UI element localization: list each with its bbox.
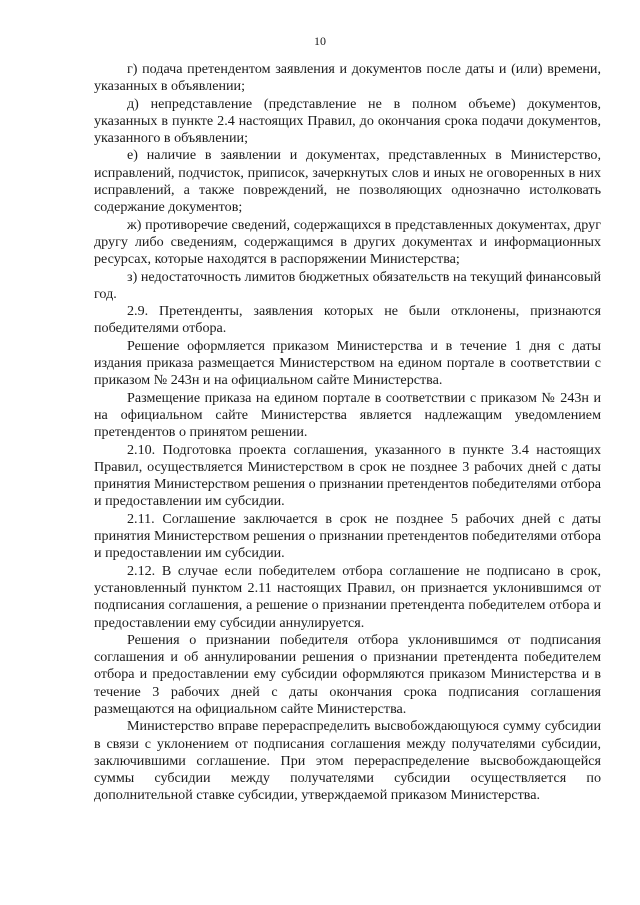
document-body bbox=[94, 61, 601, 805]
paragraph-item-zh: ж) противоречие сведений, содержащихся в представленных документах, друг другу либо сведениям, содержащимся в других документах и информационных ресурсах, которые находятся в распоряжении Министерства; bbox=[94, 216, 601, 268]
paragraph-item-e: е) наличие в заявлении и документах, представленных в Министерство, исправлений, подчисток, приписок, зачеркнутых слов и иных не оговоренных в них исправлений, а также повреждений, не позволяющих однозначно истолковать содержание документов; bbox=[94, 147, 601, 216]
paragraph-item-z: з) недостаточность лимитов бюджетных обязательств на текущий финансовый год. bbox=[94, 268, 601, 302]
paragraph-2-10: 2.10. Подготовка проекта соглашения, указанного в пункте 3.4 настоящих Правил, осуществляется Министерством в срок не позднее 3 рабочих дней с даты принятия Министерством решения о признании претендентов победителями отбора и предоставлении им субсидии. bbox=[94, 441, 601, 510]
paragraph-2-12: 2.12. В случае если победителем отбора соглашение не подписано в срок, установленный пунктом 2.11 настоящих Правил, он признается уклонившимся от подписания соглашения, а решение о признании претендента победителем отбора и предоставлении ему субсидии аннулируется. bbox=[94, 562, 601, 631]
paragraph-publication: Размещение приказа на едином портале в соответствии с приказом № 243н и на официальном сайте Министерства является надлежащим уведомлением претендентов о принятом решении. bbox=[94, 389, 601, 441]
paragraph-annulment: Решения о признании победителя отбора уклонившимся от подписания соглашения и об аннулировании решения о признании претендента победителем отбора и предоставлении ему субсидии оформляются приказом Министерства и в течение 3 рабочих дней с даты окончания срока подписания соглашения размещаются на официальном сайте Министерства. bbox=[94, 631, 601, 717]
paragraph-2-11: 2.11. Соглашение заключается в срок не позднее 5 рабочих дней с даты принятия Министерством решения о признании претендентов победителями отбора и предоставлении им субсидии. bbox=[94, 510, 601, 562]
paragraph-2-9: 2.9. Претенденты, заявления которых не были отклонены, признаются победителями отбора. bbox=[94, 303, 601, 337]
paragraph-redistribution: Министерство вправе перераспределить высвобождающуюся сумму субсидии в связи с уклонением от подписания соглашения между получателями субсидии, заключившими соглашение. При этом перераспределение высвобождающейся суммы субсидии между получателями субсидии осуществляется по дополнительной ставке субсидии, утверждаемой приказом Министерства. bbox=[94, 718, 601, 804]
paragraph-item-g: г) подача претендентом заявления и документов после даты и (или) времени, указанных в объявлении; bbox=[94, 61, 601, 95]
page-number: 10 bbox=[314, 34, 326, 48]
paragraph-item-d: д) непредставление (представление не в полном объеме) документов, указанных в пункте 2.4 настоящих Правил, до окончания срока подачи документов, указанного в объявлении; bbox=[94, 95, 601, 147]
paragraph-decision: Решение оформляется приказом Министерства и в течение 1 дня с даты издания приказа размещается Министерством на едином портале в соответствии с приказом № 243н и на официальном сайте Министерства. bbox=[94, 337, 601, 389]
